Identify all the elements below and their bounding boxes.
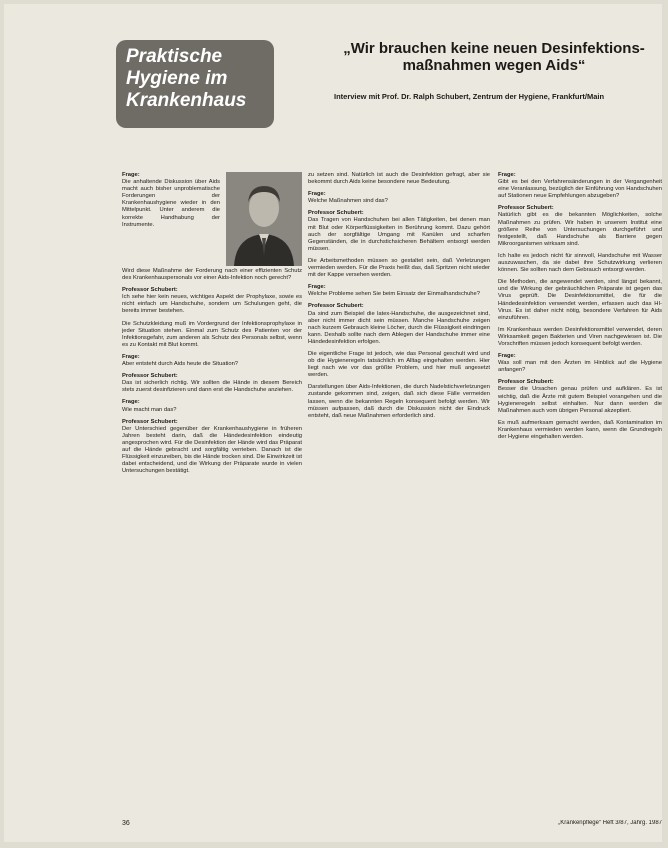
speaker-label: Professor Schubert: [498,205,554,212]
headline-line: maßnahmen wegen Aids“ [402,57,586,74]
body-paragraph: Ich halte es jedoch nicht für sinnvoll, Handschuhe mit Wasser auszuwaschen, da sie dabei ihre Schutzwirkung verlieren können. Sie sollten nach dem Gebrauch entsorgt werden. [498,252,662,274]
article-headline [326,40,662,74]
body-paragraph: Besser die Ursachen genau prüfen und aufklären. Es ist wichtig, daß die Ärzte mit gutem Beispiel vorangehen und die Hygieneregeln selbst einhalten. Nur dann werden die Maßnahmen auch vom übrigen Personal akzeptiert. [498,386,662,414]
speaker-label: Professor Schubert: [122,287,178,294]
column-2 [308,172,490,818]
body-paragraph: Der Unterschied gegenüber der Krankenhaushygiene in früheren Jahren besteht darin, daß die Händedesinfektion eindeutig angesprochen wird. Für die Desinfektion der Hände wird das Präparat auf die Hände gebracht und sorgfältig verrieben. Danach ist die Flüssigkeit einzureiben, bis die Hände trocken sind. Die Einwirkzeit ist dabei entscheidend, und die Wirkung der Präparate wurde in vielen Untersuchungen bestätigt. [122,425,302,475]
body-paragraph: Wird diese Maßnahme der Forderung nach einer effizienten Schutz des Krankenhauspersonals vor einer Aids-Infektion noch gerecht? [122,268,302,282]
speaker-label: Professor Schubert: [308,210,364,217]
magazine-page [4,4,662,842]
speaker-label: Frage: [122,172,140,178]
body-paragraph: Die eigentliche Frage ist jedoch, wie das Personal geschult wird und ob die Hygieneregeln tatsächlich im Alltag eingehalten werden. Hier liegt nach wie vor das größte Problem, und hier muß angesetzt werden. [308,350,490,379]
column-3 [498,172,662,818]
body-paragraph: Welche Probleme sehen Sie beim Einsatz der Einmalhandschuhe? [308,291,480,298]
portrait-photo [226,172,302,266]
speaker-label: Frage: [308,191,326,198]
speaker-label: Professor Schubert: [122,373,178,380]
body-paragraph: Es muß aufmerksam gemacht werden, daß Kontamination im Krankenhaus vermieden werden kann, wenn die Grundregeln der Hygiene eingehalten werden. [498,419,662,440]
speaker-label: Professor Schubert: [122,418,178,425]
body-paragraph: Im Krankenhaus werden Desinfektionsmittel verwendet, deren Wirksamkeit gegen Bakterien und Viren nachgewiesen ist. Die Vorschriften müssen jedoch konsequent befolgt werden. [498,326,662,347]
speaker-label: Professor Schubert: [308,303,364,310]
speaker-label: Professor Schubert: [498,379,554,386]
body-paragraph: Was soll man mit den Ärzten im Hinblick auf die Hygiene anfangen? [498,360,662,374]
body-paragraph: Ich sehe hier kein neues, wichtiges Aspekt der Prophylaxe, sowie es nicht einfach um Handschuhe, sondern um Schulungen geht, die bereits immer bestehen. [122,294,302,315]
body-paragraph: Die anhaltende Diskussion über Aids macht auch bisher unproblematische Forderungen der Krankenhaushygiene wieder in den Mittelpunkt. Unter anderem die korrekte Handhabung der Instrumente. [122,179,220,228]
speaker-label: Frage: [122,399,140,406]
badge-line: Praktische [126,46,223,67]
body-paragraph: Die Schutzkleidung muß im Vordergrund der Infektionsprophylaxe in jeder Situation stehen. Einmal zum Schutz des Patienten vor der Infektionsgefahr, zum anderen als Schutz des Personals selbst, wenn es zu Kontakt mit Blut kommt. [122,320,302,348]
body-paragraph: Darstellungen über Aids-Infektionen, die durch Nadelstichverletzungen zustande gekommen sind, zeigen, daß sich diese Fälle vermeiden lassen, wenn die bekannten Regeln konsequent befolgt werden. Wir müssen aufpassen, daß durch die Diskussion nicht der Eindruck entsteht, daß neue Maßnahmen erforderlich sind. [308,384,490,419]
badge-line: Hygiene im [126,68,228,89]
page-footer: „Krankenpflege“ Heft 3/87, Jahrg. 1987 [558,820,662,826]
body-paragraph: Wie macht man das? [122,406,177,413]
body-paragraph: Die Arbeitsmethoden müssen so gestaltet sein, daß Verletzungen vermieden werden. Für die Praxis heißt das, daß Spritzen nicht wieder mit der Kappe versehen werden. [308,257,490,279]
portrait-image [226,172,302,266]
section-badge [116,40,274,128]
body-paragraph: Das ist sicherlich richtig. Wir sollten die Hände in diesem Bereich stets zuerst desinfizieren und dann erst die Handschuhe anziehen. [122,380,302,394]
body-paragraph: Natürlich gibt es die bekannten Möglichkeiten, solche Maßnahmen zu prüfen. Wir haben in unserem Institut eine größere Reihe von Untersuchungen durchgeführt und festgestellt, daß Handschuhe als Barriere gegen Mikroorganismen wirksam sind. [498,212,662,247]
page-number: 36 [122,820,130,827]
body-paragraph: Gibt es bei den Verfahrensänderungen in der Vergangenheit eine Veranlassung, bezüglich der Einführung von Handschuhen auf Stationen neue Empfehlungen abzugeben? [498,179,662,200]
body-paragraph: Die Methoden, die angewendet werden, sind längst bekannt, und die Wirkung der gebräuchlichen Präparate ist gegen das Virus geprüft. Die Desinfektionsmittel, die für die Händedesinfektion verwendet werden, erfassen auch das HI-Virus. Es ist daher nicht nötig, besondere Verfahren für Aids einzuführen. [498,279,662,321]
column-1-top [122,172,220,268]
body-paragraph: Aber entsteht durch Aids heute die Situation? [122,361,239,368]
body-paragraph: Das Tragen von Handschuhen bei allen Tätigkeiten, bei denen man mit Blut oder Körperflüssigkeiten in Berührung kommt. Dazu gehört auch der sorgfältige Umgang mit Kanülen und scharfen Gegenständen, die in durchstichsicheren Behältern entsorgt werden müssen. [308,217,490,252]
body-paragraph: zu setzen sind. Natürlich ist auch die Desinfektion gefragt, aber sie bekommt durch Aids keine besondere neue Bedeutung. [308,172,490,186]
article-subhead: Interview mit Prof. Dr. Ralph Schubert, Zentrum der Hygiene, Frankfurt/Main [334,92,605,101]
body-paragraph: Da sind zum Beispiel die latex-Handschuhe, die ausgezeichnet sind, aber nicht immer dicht sein müssen. Manche Handschuhe zeigen nach kurzem Gebrauch kleine Löcher, durch die Flüssigkeit eindringen kann. Deshalb sollte nach dem Ablegen der Handschuhe immer eine Händedesinfektion erfolgen. [308,310,490,345]
headline-line: „Wir brauchen keine neuen Desinfektions- [343,40,645,57]
body-paragraph: Welche Maßnahmen sind das? [308,198,388,205]
speaker-label: Frage: [498,353,516,360]
column-1-bottom [122,268,302,818]
speaker-label: Frage: [122,353,140,360]
badge-line: Krankenhaus [126,90,247,111]
speaker-label: Frage: [308,284,326,291]
speaker-label: Frage: [498,172,516,178]
